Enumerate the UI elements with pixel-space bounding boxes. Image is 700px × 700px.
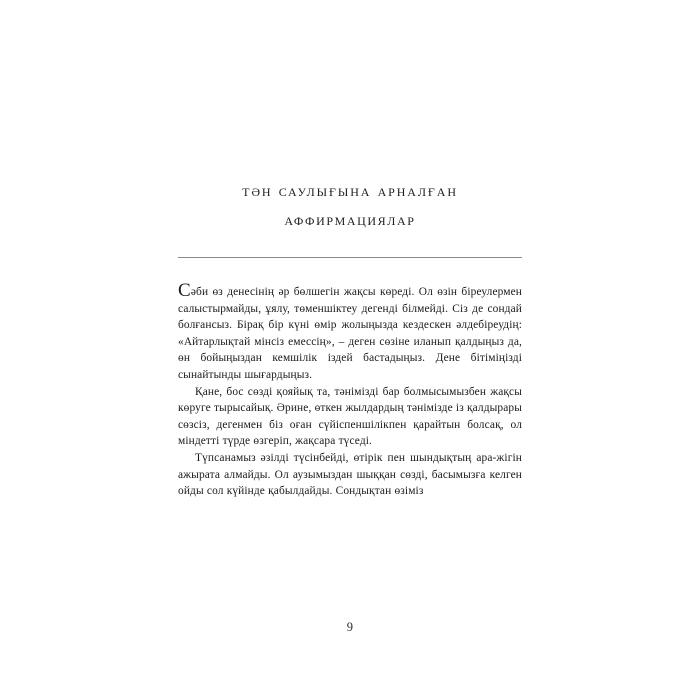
paragraph xyxy=(178,280,522,384)
page-number: 9 xyxy=(346,620,354,634)
paragraph xyxy=(178,384,522,450)
chapter-title-line-2: аффирмациялар xyxy=(284,209,416,229)
paragraph xyxy=(178,450,522,500)
paragraph-text: Қане, бос сөзді қояйық та, тәнімізді бар болмысымызбен жақсы көруге тырысайық. Әрине, өткен жылдардың тәнімізде із қалдырары сөзсіз, дегенмен біз оған сүйіспеншілікпен қарайтын болсақ, ол міндетті түрде өзгеріп, жақсара түседі. xyxy=(178,385,522,448)
title-divider-rule xyxy=(178,257,522,258)
paragraph-text: Түпсанамыз әзілді түсінбейді, өтірік пен шындықтың ара-жігін ажырата алмайды. Ол аузымыздан шыққан сөзді, басымызға келген ойды сол күйінде қабылдайды. Сондықтан өзіміз xyxy=(178,451,522,498)
chapter-title-line-1: тән саулығына арналған xyxy=(242,180,458,200)
raised-initial-capital: С xyxy=(178,280,191,301)
chapter-title xyxy=(178,0,522,234)
page-text-block xyxy=(178,0,522,500)
body-copy xyxy=(178,280,522,500)
paragraph-text: әби өз денесінің әр бөлшегін жақсы көреді. Ол өзін біреулермен салыстырмайды, ұялу, төменшіктеу дегенді білмейді. Сіз де сондай болғансыз. Бірақ бір күні өмір жолыңызда кездескен әлдебіреудің: «Айтарлықтай мінсіз емессің», – деген сөзіне иланып қалдыңыз да, өн бойыңыздан кемшілік іздей бастадыңыз. Дене бітіміңізді сынайтынды шығардыңыз. xyxy=(178,286,522,381)
